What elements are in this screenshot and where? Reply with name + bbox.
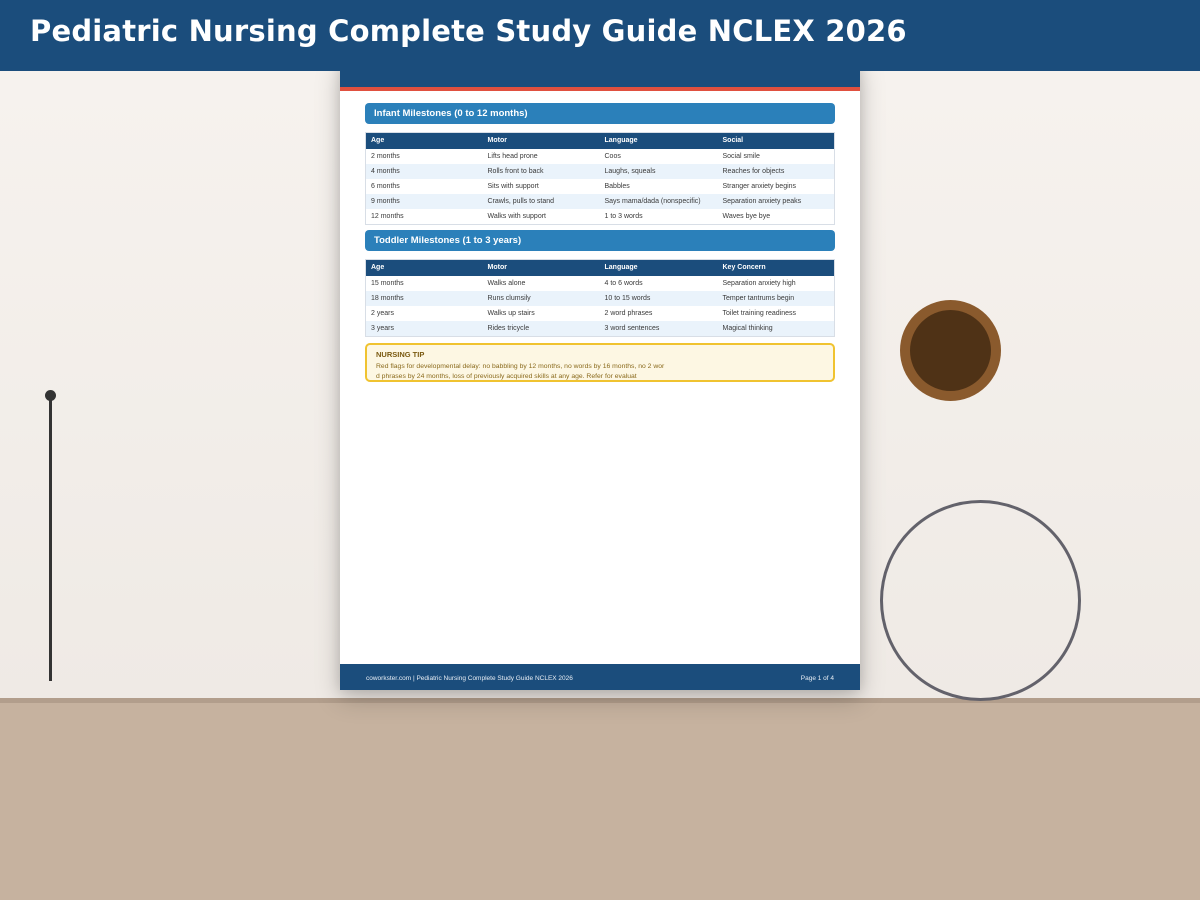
tip-text: Red flags for developmental delay: no babbling by 12 months, no words by 16 months, no 2 word phrases by 24 months, loss of previously acquired skills at any age. Refer for evaluat [376,363,665,380]
table-cell: Rides tricycle [483,321,600,336]
table-cell: Laughs, squeals [600,164,718,179]
table-cell: Toilet training readiness [722,309,797,317]
table-cell: 2 months [371,152,400,160]
table-row [366,276,835,291]
document-page[interactable] [340,60,860,690]
toddler-milestones-table [365,259,835,337]
table-cell: Lifts head prone [487,152,538,160]
table-cell: 3 years [366,321,483,336]
section-title-infant: Infant Milestones (0 to 12 months) [365,103,835,124]
table-cell: 4 to 6 words [604,279,643,287]
section-title-toddler: Toddler Milestones (1 to 3 years) [365,230,835,251]
table-cell: Says mama/dada (nonspecific) [600,194,718,209]
table-cell: Rolls front to back [483,164,600,179]
table-cell: Separation anxiety high [722,279,796,287]
table-cell: Coos [604,152,621,160]
page-footer [340,664,860,690]
page-title: Pediatric Nursing Complete Study Guide NCLEX 2026 [30,14,907,48]
table-row [366,194,835,209]
table-cell: Sits with support [487,182,539,190]
table-cell: Waves bye bye [722,213,771,221]
table-cell: 2 years [371,309,394,317]
column-header: Motor [483,260,600,276]
stethoscope-ring-icon [880,500,1081,701]
page-header-accent [340,87,860,91]
column-header: Age [366,133,483,149]
pen-icon [49,398,52,681]
coffee-liquid [910,310,991,391]
table-row [366,321,835,336]
title-bar [0,0,1200,71]
table-cell: 10 to 15 words [600,291,718,306]
table-cell: 2 word phrases [604,309,653,317]
table-cell: 6 months [371,182,400,190]
table-cell: Babbles [604,182,630,190]
table-row [366,149,835,164]
table-row [366,179,835,194]
table-row [366,164,835,179]
table-header-row [366,260,835,276]
column-header: Language [600,260,718,276]
nursing-tip-callout [365,343,835,382]
coffee-cup-icon [900,300,1001,401]
table-cell: Magical thinking [718,321,835,336]
table-cell: Walks alone [487,279,526,287]
table-row [366,291,835,306]
desk-surface [0,703,1200,900]
tip-title: NURSING TIP [376,350,425,359]
table-cell: 18 months [366,291,483,306]
table-cell: Walks up stairs [487,309,535,317]
table-cell: Runs clumsily [483,291,600,306]
table-cell: 4 months [366,164,483,179]
table-cell: Social smile [722,152,760,160]
table-cell: Stranger anxiety begins [722,182,797,190]
footer-source: coworkster.com | Pediatric Nursing Complete Study Guide NCLEX 2026 [366,675,573,682]
table-cell: 9 months [366,194,483,209]
table-cell: Separation anxiety peaks [718,194,835,209]
column-header: Language [600,133,718,149]
table-cell: Crawls, pulls to stand [483,194,600,209]
column-header: Motor [483,133,600,149]
table-cell: Walks with support [487,213,546,221]
table-cell: 1 to 3 words [604,213,643,221]
table-cell: Reaches for objects [718,164,835,179]
column-header: Key Concern [718,260,835,276]
column-header: Age [366,260,483,276]
table-cell: 12 months [371,213,404,221]
table-header-row [366,133,835,149]
table-row [366,306,835,321]
table-cell: 3 word sentences [600,321,718,336]
page-number: Page 1 of 4 [800,675,834,682]
table-cell: 15 months [371,279,404,287]
table-cell: Temper tantrums begin [718,291,835,306]
column-header: Social [718,133,835,149]
table-row [366,209,835,224]
infant-milestones-table [365,132,835,225]
